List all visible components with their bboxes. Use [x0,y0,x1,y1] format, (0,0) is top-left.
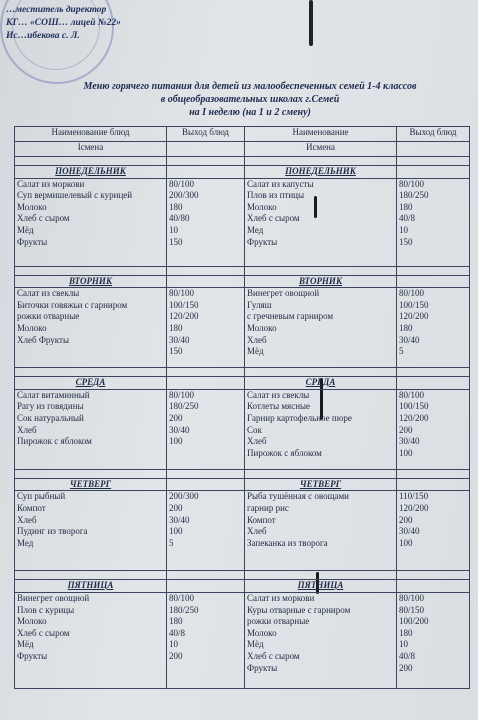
approval-line-2: КГ… «СОШ… лицей №22» [6,18,121,28]
yield-item: 120/200 [399,502,429,513]
shift-left: Iсмена [15,142,167,157]
dish-list-left [15,592,167,688]
header-row [15,127,470,142]
yield-item: 100/150 [169,299,199,310]
dish-list-left [15,389,167,469]
dish-item: Хлеб Фрукты [17,334,70,345]
yield-item: 100 [399,447,413,458]
spacer-cell [15,571,167,580]
menu-title [40,80,460,119]
day-row [15,377,470,390]
yield-item: 110/150 [399,491,429,502]
day-items-row [15,288,470,368]
day-name-right: ЧЕТВЕРГ [245,478,397,491]
dish-item: Куры отварные с гарниром [247,604,351,615]
yield-item: 200 [169,412,183,423]
dish-item: Компот [247,514,276,525]
dish-item: с гречневым гарниром [247,311,334,322]
dish-item: Сок [247,424,262,435]
yield-item: 200 [399,662,413,673]
day-name-left: ВТОРНИК [15,275,167,288]
shift-right: Исмена [245,142,397,157]
shift-right-empty [397,142,470,157]
yield-item: 200 [169,650,183,661]
yield-item: 5 [399,346,404,357]
day-row [15,275,470,288]
day-row [15,166,470,179]
day-yield-left-empty [167,275,245,288]
spacer-cell [167,157,245,166]
dish-item: Молоко [247,322,277,333]
header-dish-name: Наименование блюд [15,127,167,142]
yield-item: 5 [169,537,174,548]
dish-item: рожки отварные [17,311,80,322]
dish-item: Фрукты [247,236,278,247]
dish-item: Салат из капусты [247,178,314,189]
yield-list-left [167,288,245,368]
yield-item: 180/250 [169,401,199,412]
dish-list-left [15,491,167,571]
dish-item: Винегрет овощной [17,592,90,603]
yield-item: 80/100 [399,389,425,400]
row-spacer [15,368,470,377]
dish-item: Мёд [17,224,34,235]
yield-item: 40/8 [169,627,186,638]
dish-item: Молоко [247,627,277,638]
dish-item: Хлеб с сыром [247,650,300,661]
dish-item: Хлеб с сыром [247,213,300,224]
day-items-row [15,592,470,688]
spacer-cell [397,266,470,275]
dish-item: Пирожок с яблоком [247,447,322,458]
approval-line-3: Ис…ибекова с. Л. [6,31,80,41]
yield-item: 180/250 [399,190,429,201]
yield-list-right [397,178,470,266]
dish-item: Салат витаминный [17,389,90,400]
dish-item [17,346,164,358]
dish-item: Хлеб с сыром [17,627,70,638]
header-yield: Выход блюд [167,127,245,142]
yield-item: 30/40 [399,436,420,447]
day-yield-right-empty [397,166,470,179]
dish-item: Фрукты [17,650,48,661]
dish-item: Мёд [247,639,264,650]
header-dish-name-2: Наименование [245,127,397,142]
dish-item: Хлеб [247,526,267,537]
spacer-cell [15,157,167,166]
yield-item: 80/100 [399,178,425,189]
dish-list-left [15,178,167,266]
day-yield-left-empty [167,166,245,179]
day-name-left: ПОНЕДЕЛЬНИК [15,166,167,179]
dish-item: Молоко [17,322,47,333]
header-yield-2: Выход блюд [397,127,470,142]
dish-item: Рыба тушённая с овощами [247,491,350,502]
yield-item: 180 [399,627,413,638]
yield-item: 30/40 [399,334,420,345]
dish-item: Салат из свеклы [247,389,310,400]
shift-left-empty [167,142,245,157]
spacer-cell [167,571,245,580]
yield-item: 100/150 [399,299,429,310]
dish-list-right [245,288,397,368]
spacer-cell [397,368,470,377]
dish-item: Мед [247,224,264,235]
day-row [15,580,470,593]
spacer-cell [245,571,397,580]
title-line-3: на I неделю (на 1 и 2 смену) [189,107,311,118]
day-yield-right-empty [397,478,470,491]
yield-item: 120/200 [399,412,429,423]
dish-item: Сок натуральный [17,412,84,423]
day-yield-left-empty [167,580,245,593]
yield-item: 200 [399,514,413,525]
yield-list-left [167,592,245,688]
day-name-left: ЧЕТВЕРГ [15,478,167,491]
dish-item: Суп рыбный [17,491,66,502]
dish-list-right [245,592,397,688]
yield-item: 150 [169,236,183,247]
yield-item: 100 [169,526,183,537]
approval-block [6,4,121,43]
day-name-right: ВТОРНИК [245,275,397,288]
dish-item: Хлеб [17,424,37,435]
dish-item: Гарнир картофельное пюре [247,412,352,423]
yield-item: 150 [399,236,413,247]
spacer-cell [245,368,397,377]
dish-item: Пудинг из творога [17,526,88,537]
yield-item: 10 [399,224,408,235]
row-spacer [15,469,470,478]
dish-list-right [245,178,397,266]
spacer-cell [245,157,397,166]
title-line-2: в общеобразовательных школах г.Семей [160,94,340,105]
dish-item: Биточки говяжьи с гарниром [17,299,128,310]
dish-item: гарнир рис [247,502,289,513]
yield-item: 30/40 [399,526,420,537]
dish-item: рожки отварные [247,616,310,627]
spacer-cell [245,469,397,478]
yield-item: 180 [169,616,183,627]
yield-item: 200 [169,502,183,513]
yield-list-right [397,288,470,368]
dish-item: Винегрет овощной [247,288,320,299]
day-yield-left-empty [167,478,245,491]
spacer-cell [397,469,470,478]
dish-item: Хлеб [247,436,267,447]
day-name-left: ПЯТНИЦА [15,580,167,593]
yield-item: 80/100 [169,288,195,299]
dish-list-left [15,288,167,368]
dish-item: Хлеб с сыром [17,213,70,224]
spacer-cell [245,266,397,275]
yield-item: 40/8 [399,650,416,661]
day-name-right: ПОНЕДЕЛЬНИК [245,166,397,179]
day-name-right: ПЯТНИЦА [245,580,397,593]
dish-item: Суп вермишелевый с курицей [17,190,133,201]
dish-item: Салат из моркови [247,592,315,603]
dish-item: Молоко [247,201,277,212]
dish-item: Молоко [17,201,47,212]
yield-list-right [397,592,470,688]
dish-item: Рагу из говядины [17,401,84,412]
dish-item: Запеканка из творога [247,537,328,548]
day-items-row [15,178,470,266]
dish-item: Хлеб [17,514,37,525]
yield-item: 10 [399,639,408,650]
yield-list-left [167,491,245,571]
day-name-right: СРЕДА [245,377,397,390]
yield-item: 100/200 [399,616,429,627]
dish-item: Мёд [17,639,34,650]
day-name-left: СРЕДА [15,377,167,390]
yield-item: 40/80 [169,213,190,224]
yield-list-right [397,389,470,469]
spacer-cell [15,368,167,377]
yield-item: 80/100 [399,592,425,603]
yield-item: 40/8 [399,213,416,224]
menu-table [14,126,470,689]
yield-item: 30/40 [169,334,190,345]
dish-item: Фрукты [247,662,278,673]
yield-item: 30/40 [169,424,190,435]
yield-item: 180/250 [169,604,199,615]
yield-list-right [397,491,470,571]
row-spacer [15,266,470,275]
yield-item: 10 [169,639,178,650]
dish-item: Пирожок с яблоком [17,436,92,447]
day-row [15,478,470,491]
yield-item: 10 [169,224,178,235]
yield-item: 150 [169,346,183,357]
day-yield-right-empty [397,580,470,593]
yield-item: 80/100 [399,288,425,299]
yield-list-left [167,178,245,266]
yield-item: 30/40 [169,514,190,525]
dish-item: Салат из моркови [17,178,85,189]
yield-item: 80/100 [169,178,195,189]
yield-list-left [167,389,245,469]
dish-item: Фрукты [17,236,48,247]
dish-item: Мёд [247,346,264,357]
yield-item: 120/200 [399,311,429,322]
yield-item: 180 [169,201,183,212]
dish-item: Гуляш [247,299,272,310]
yield-item: 180 [399,322,413,333]
spacer-cell [397,571,470,580]
shift-row [15,142,470,157]
approval-line-1: …меститель директор [6,5,107,15]
dish-list-right [245,389,397,469]
day-yield-right-empty [397,275,470,288]
dish-item: Плов с курицы [17,604,75,615]
yield-item: 80/100 [169,592,195,603]
pen-mark [309,0,313,46]
spacer-cell [15,469,167,478]
day-items-row [15,491,470,571]
dish-item: Хлеб [247,334,267,345]
dish-item: Компот [17,502,46,513]
yield-item: 100/150 [399,401,429,412]
dish-item: Мед [17,537,34,548]
row-spacer [15,571,470,580]
row-spacer [15,157,470,166]
dish-list-right [245,491,397,571]
yield-item: 80/100 [169,389,195,400]
yield-item: 80/150 [399,604,425,615]
yield-item: 200 [399,424,413,435]
yield-item: 180 [169,322,183,333]
spacer-cell [167,368,245,377]
title-line-1: Меню горячего питания для детей из малообеспеченных семей 1-4 классов [83,81,417,92]
dish-item: Плов из птицы [247,190,305,201]
spacer-cell [15,266,167,275]
spacer-cell [167,469,245,478]
dish-item: Котлеты мясные [247,401,311,412]
yield-item: 200/300 [169,491,199,502]
yield-item: 120/200 [169,311,199,322]
dish-item: Молоко [17,616,47,627]
day-yield-left-empty [167,377,245,390]
day-yield-right-empty [397,377,470,390]
yield-item: 100 [169,436,183,447]
yield-item: 180 [399,201,413,212]
dish-item: Салат из свеклы [17,288,80,299]
spacer-cell [397,157,470,166]
yield-item: 200/300 [169,190,199,201]
spacer-cell [167,266,245,275]
yield-item: 100 [399,537,413,548]
day-items-row [15,389,470,469]
